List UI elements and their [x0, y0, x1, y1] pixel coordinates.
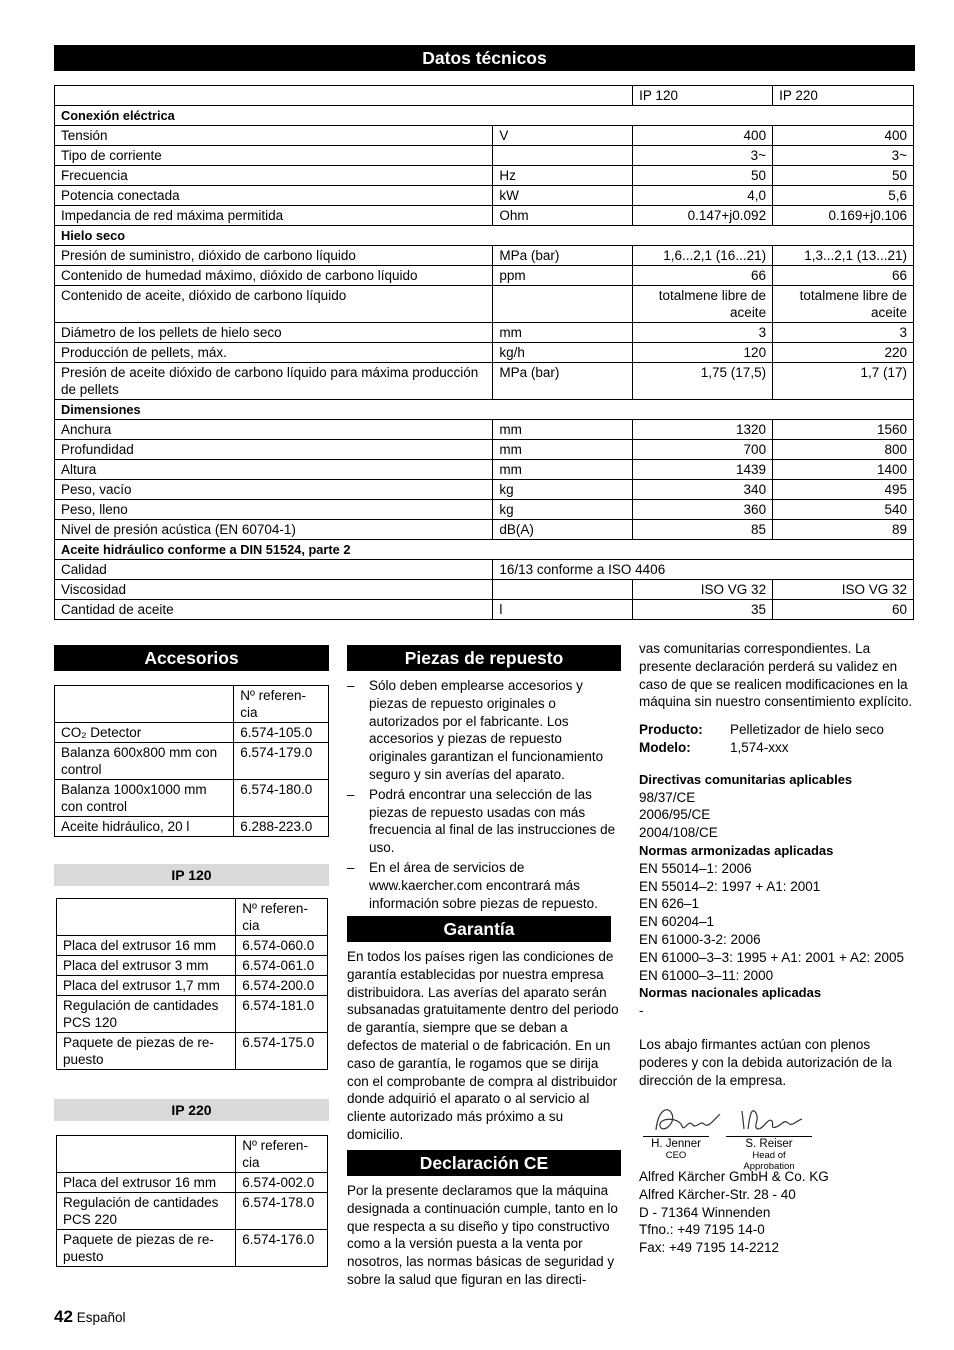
- subsection-title-ip120: IP 120: [54, 864, 329, 886]
- table-row: [55, 560, 914, 580]
- row-label: Altura: [55, 460, 493, 480]
- norma-item: EN 61000–3–3: 1995 + A1: 2001 + A2: 2005: [639, 949, 904, 965]
- section-title-datos-tecnicos: Datos técnicos: [54, 45, 915, 71]
- item-ref: 6.574-176.0: [236, 1230, 328, 1267]
- row-label: Tensión: [55, 126, 493, 146]
- row-label: Profundidad: [55, 440, 493, 460]
- row-value-ip120: 1320: [633, 420, 773, 440]
- section-header-row: [55, 400, 914, 420]
- row-value-ip120: 3: [633, 323, 773, 343]
- row-unit: dB(A): [493, 520, 633, 540]
- ref-header: Nº referen-cia: [236, 1136, 328, 1173]
- accesorios-table: [54, 685, 329, 837]
- row-unit: V: [493, 126, 633, 146]
- row-value-ip220: 1,3...2,1 (13...21): [773, 246, 914, 266]
- column-header-ip120: IP 120: [633, 86, 773, 106]
- item-name: CO₂ Detector: [55, 723, 234, 743]
- company-address: [639, 1168, 915, 1257]
- directivas-list: [639, 789, 915, 842]
- row-value-ip120: 120: [633, 343, 773, 363]
- row-value-ip120: 360: [633, 500, 773, 520]
- list-item: – Podrá encontrar una selección de las piezas de repuesto usadas con más frecuencia al final de las instrucciones de uso.: [347, 786, 621, 857]
- section-header-row: [55, 106, 914, 126]
- signature-jenner: [648, 1100, 728, 1140]
- row-unit: [493, 580, 633, 600]
- norma-item: EN 626–1: [639, 896, 700, 912]
- row-unit: MPa (bar): [493, 363, 633, 400]
- section-heading: Dimensiones: [55, 400, 914, 420]
- table-row: [55, 440, 914, 460]
- row-value-ip120: 66: [633, 266, 773, 286]
- table-row: [55, 420, 914, 440]
- modelo-label: Modelo:: [639, 739, 691, 755]
- table-row: [57, 1230, 328, 1267]
- declaracion-continued: vas comunitarias correspondientes. La presente declaración perderá su validez en caso de que se realicen modificaciones en la máquina sin nuestro consentimiento explícito.: [639, 641, 913, 710]
- row-label: Presión de suministro, dióxido de carbono líquido: [55, 246, 493, 266]
- row-value-ip120: totalmene libre de aceite: [633, 286, 773, 323]
- row-value-ip220: 0.169+j0.106: [773, 206, 914, 226]
- norma-item: EN 55014–2: 1997 + A1: 2001: [639, 878, 821, 894]
- row-value-ip220: ISO VG 32: [773, 580, 914, 600]
- table-row: [55, 126, 914, 146]
- table-row: [57, 956, 328, 976]
- item-ref: 6.574-178.0: [236, 1193, 328, 1230]
- signer1-name: H. Jenner: [643, 1136, 709, 1150]
- row-unit: [493, 286, 633, 323]
- table-row: [55, 246, 914, 266]
- row-unit: mm: [493, 440, 633, 460]
- row-unit: kg/h: [493, 343, 633, 363]
- row-value-ip120: 1,75 (17,5): [633, 363, 773, 400]
- section-title-accesorios: Accesorios: [54, 645, 329, 671]
- row-label: Contenido de aceite, dióxido de carbono líquido: [55, 286, 493, 323]
- row-value-ip220: 220: [773, 343, 914, 363]
- producto-value: Pelletizador de hielo seco: [730, 722, 884, 738]
- ref-header: Nº referen-cia: [234, 686, 329, 723]
- row-value-ip120: 1439: [633, 460, 773, 480]
- signer-reiser: [726, 1136, 812, 1172]
- nacionales-heading: Normas nacionales aplicadas: [639, 985, 822, 1001]
- signer1-role: CEO: [665, 1150, 687, 1161]
- ip220-table: [56, 1135, 328, 1267]
- row-value-ip120: 400: [633, 126, 773, 146]
- table-row: [55, 723, 329, 743]
- section-header-row: [55, 540, 914, 560]
- table-row: [55, 323, 914, 343]
- table-row: [55, 146, 914, 166]
- item-name: Paquete de piezas de re-puesto: [57, 1033, 236, 1070]
- nacionales-value: -: [639, 1003, 644, 1019]
- norma-item: EN 55014–1: 2006: [639, 860, 752, 876]
- row-value-ip220: 1,7 (17): [773, 363, 914, 400]
- row-value-ip120: 3~: [633, 146, 773, 166]
- table-header-row: [57, 1136, 328, 1173]
- address-line: D - 71364 Winnenden: [639, 1204, 771, 1220]
- item-name: Balanza 1000x1000 mm con control: [55, 780, 234, 817]
- table-header-row: [57, 899, 328, 936]
- table-row: [55, 460, 914, 480]
- item-ref: 6.574-179.0: [234, 743, 329, 780]
- row-unit: mm: [493, 460, 633, 480]
- item-name: Aceite hidráulico, 20 l: [55, 817, 234, 837]
- section-heading: Aceite hidráulico conforme a DIN 51524, parte 2: [55, 540, 914, 560]
- section-title-garantia: Garantía: [347, 916, 611, 942]
- table-row: [55, 343, 914, 363]
- section-heading: Conexión eléctrica: [55, 106, 914, 126]
- table-row: [55, 500, 914, 520]
- section-header-row: [55, 226, 914, 246]
- row-unit: l: [493, 600, 633, 620]
- row-value-ip220: 800: [773, 440, 914, 460]
- item-ref: 6.574-200.0: [236, 976, 328, 996]
- table-row: [57, 936, 328, 956]
- column-header-ip220: IP 220: [773, 86, 914, 106]
- row-label: Peso, vacío: [55, 480, 493, 500]
- row-label: Contenido de humedad máximo, dióxido de carbono líquido: [55, 266, 493, 286]
- row-label: Calidad: [55, 560, 493, 580]
- row-value-ip220: 60: [773, 600, 914, 620]
- row-unit: [493, 146, 633, 166]
- norma-item: EN 60204–1: [639, 914, 715, 930]
- table-row: [55, 480, 914, 500]
- item-name: Balanza 600x800 mm con control: [55, 743, 234, 780]
- row-value: 16/13 conforme a ISO 4406: [493, 560, 914, 580]
- producto-label: Producto:: [639, 722, 703, 738]
- item-name: Regulación de cantidades PCS 220: [57, 1193, 236, 1230]
- row-value-ip220: 3~: [773, 146, 914, 166]
- table-row: [55, 580, 914, 600]
- norma-item: EN 61000–3–11: 2000: [639, 967, 774, 983]
- normas-heading: Normas armonizadas aplicadas: [639, 842, 834, 858]
- piezas-list: [347, 677, 621, 912]
- row-label: Cantidad de aceite: [55, 600, 493, 620]
- row-label: Viscosidad: [55, 580, 493, 600]
- row-unit: mm: [493, 323, 633, 343]
- item-ref: 6.574-061.0: [236, 956, 328, 976]
- item-name: Regulación de cantidades PCS 120: [57, 996, 236, 1033]
- row-value-ip120: 1,6...2,1 (16...21): [633, 246, 773, 266]
- garantia-text: En todos los países rigen las condiciones de garantía establecidas por nuestra empresa distribuidora. Las averías del aparato serán subsanadas gratuitamente dentro del periodo de garantía, siempre que se deban a defectos de material o de fabricación. En un caso de garantía, le rogamos que se dirija con el comprobante de compra al distribuidor donde adquirió el aparato o al servicio al cliente autorizado más próximo a su domicilio.: [347, 949, 619, 1142]
- garantia-text-container: [347, 948, 621, 1144]
- address-line: Alfred Kärcher-Str. 28 - 40: [639, 1186, 796, 1202]
- row-unit: MPa (bar): [493, 246, 633, 266]
- row-unit: Ohm: [493, 206, 633, 226]
- table-row: [55, 166, 914, 186]
- row-value-ip120: 85: [633, 520, 773, 540]
- right-column: [639, 640, 915, 1089]
- item-ref: 6.574-105.0: [234, 723, 329, 743]
- ip120-table: [56, 898, 328, 1070]
- producto-row: [639, 721, 915, 739]
- item-name: Placa del extrusor 16 mm: [57, 1173, 236, 1193]
- table-row: [57, 1193, 328, 1230]
- row-value-ip220: totalmene libre de aceite: [773, 286, 914, 323]
- signer-jenner: [643, 1136, 709, 1161]
- row-label: Tipo de corriente: [55, 146, 493, 166]
- row-value-ip120: 4,0: [633, 186, 773, 206]
- row-unit: Hz: [493, 166, 633, 186]
- item-ref: 6.574-002.0: [236, 1173, 328, 1193]
- item-ref: 6.574-175.0: [236, 1033, 328, 1070]
- table-row: [57, 1173, 328, 1193]
- modelo-row: [639, 739, 915, 757]
- directiva-item: 2006/95/CE: [639, 807, 711, 823]
- row-value-ip220: 66: [773, 266, 914, 286]
- table-row: [55, 817, 329, 837]
- table-row: [55, 266, 914, 286]
- row-value-ip220: 50: [773, 166, 914, 186]
- row-value-ip220: 89: [773, 520, 914, 540]
- row-label: Peso, lleno: [55, 500, 493, 520]
- address-line: Fax: +49 7195 14-2212: [639, 1240, 779, 1256]
- row-value-ip220: 1400: [773, 460, 914, 480]
- norma-item: EN 61000-3-2: 2006: [639, 931, 761, 947]
- address-line: Alfred Kärcher GmbH & Co. KG: [639, 1169, 829, 1184]
- section-heading: Hielo seco: [55, 226, 914, 246]
- list-item: – En el área de servicios de www.kaercher.com encontrará más información sobre piezas de repuesto.: [347, 859, 621, 912]
- row-value-ip220: 540: [773, 500, 914, 520]
- item-name: Placa del extrusor 1,7 mm: [57, 976, 236, 996]
- page-number: 42: [54, 1307, 73, 1326]
- row-value-ip120: 35: [633, 600, 773, 620]
- item-name: Placa del extrusor 16 mm: [57, 936, 236, 956]
- row-label: Nivel de presión acústica (EN 60704-1): [55, 520, 493, 540]
- directiva-item: 2004/108/CE: [639, 825, 718, 841]
- table-header-row: [55, 86, 914, 106]
- signer2-name: S. Reiser: [726, 1136, 812, 1150]
- table-header-row: [55, 686, 329, 723]
- declaracion-text-container: [347, 1182, 621, 1289]
- row-value-ip220: 1560: [773, 420, 914, 440]
- item-ref: 6.288-223.0: [234, 817, 329, 837]
- row-value-ip120: 0.147+j0.092: [633, 206, 773, 226]
- page-footer: [54, 1307, 125, 1327]
- item-name: Paquete de piezas de re-puesto: [57, 1230, 236, 1267]
- row-label: Potencia conectada: [55, 186, 493, 206]
- row-value-ip220: 400: [773, 126, 914, 146]
- row-value-ip120: 340: [633, 480, 773, 500]
- row-unit: kW: [493, 186, 633, 206]
- footer-language: Español: [76, 1310, 126, 1325]
- row-label: Anchura: [55, 420, 493, 440]
- declaracion-text: Por la presente declaramos que la máquina designada a continuación cumple, tanto en lo que respecta a su diseño y tipo constructivo como a la versión puesta a la venta por nosotros, las normas básicas de seguridad y sobre la salud que figuran en las directi-: [347, 1183, 618, 1287]
- piezas-list-container: [347, 677, 621, 914]
- table-row: [55, 743, 329, 780]
- row-value-ip120: ISO VG 32: [633, 580, 773, 600]
- ref-header: Nº referen-cia: [236, 899, 328, 936]
- signature-reiser: [738, 1103, 808, 1139]
- table-row: [57, 1033, 328, 1070]
- row-value-ip220: 3: [773, 323, 914, 343]
- section-title-declaracion: Declaración CE: [347, 1150, 621, 1176]
- table-row: [57, 996, 328, 1033]
- normas-list: [639, 860, 915, 985]
- row-value-ip120: 700: [633, 440, 773, 460]
- section-title-piezas: Piezas de repuesto: [347, 645, 621, 671]
- item-name: Placa del extrusor 3 mm: [57, 956, 236, 976]
- table-row: [57, 976, 328, 996]
- subsection-title-ip220: IP 220: [54, 1099, 329, 1121]
- row-value-ip120: 50: [633, 166, 773, 186]
- row-label: Producción de pellets, máx.: [55, 343, 493, 363]
- signer2-role: Head of Approbation: [743, 1150, 795, 1172]
- row-label: Diámetro de los pellets de hielo seco: [55, 323, 493, 343]
- table-row: [55, 206, 914, 226]
- modelo-value: 1,574-xxx: [730, 739, 789, 755]
- row-unit: kg: [493, 480, 633, 500]
- table-row: [55, 600, 914, 620]
- table-row: [55, 780, 329, 817]
- row-label: Presión de aceite dióxido de carbono líquido para máxima producción de pellets: [55, 363, 493, 400]
- address-line: Tfno.: +49 7195 14-0: [639, 1222, 765, 1238]
- table-row: [55, 286, 914, 323]
- row-value-ip220: 495: [773, 480, 914, 500]
- row-label: Impedancia de red máxima permitida: [55, 206, 493, 226]
- row-value-ip220: 5,6: [773, 186, 914, 206]
- item-ref: 6.574-180.0: [234, 780, 329, 817]
- directiva-item: 98/37/CE: [639, 789, 696, 805]
- row-unit: ppm: [493, 266, 633, 286]
- directivas-heading: Directivas comunitarias aplicables: [639, 771, 853, 787]
- list-item: – Sólo deben emplearse accesorios y piezas de repuesto originales o autorizados por el fabricante. Los accesorios y piezas de repuesto originales garantizan el funcionamiento seguro y sin averías del aparato.: [347, 677, 621, 784]
- table-row: [55, 363, 914, 400]
- table-row: [55, 186, 914, 206]
- item-ref: 6.574-181.0: [236, 996, 328, 1033]
- item-ref: 6.574-060.0: [236, 936, 328, 956]
- row-unit: mm: [493, 420, 633, 440]
- table-row: [55, 520, 914, 540]
- tech-data-table: [54, 85, 914, 620]
- row-label: Frecuencia: [55, 166, 493, 186]
- firmantes-text: Los abajo firmantes actúan con plenos poderes y con la debida autorización de la dirección de la empresa.: [639, 1036, 892, 1088]
- row-unit: kg: [493, 500, 633, 520]
